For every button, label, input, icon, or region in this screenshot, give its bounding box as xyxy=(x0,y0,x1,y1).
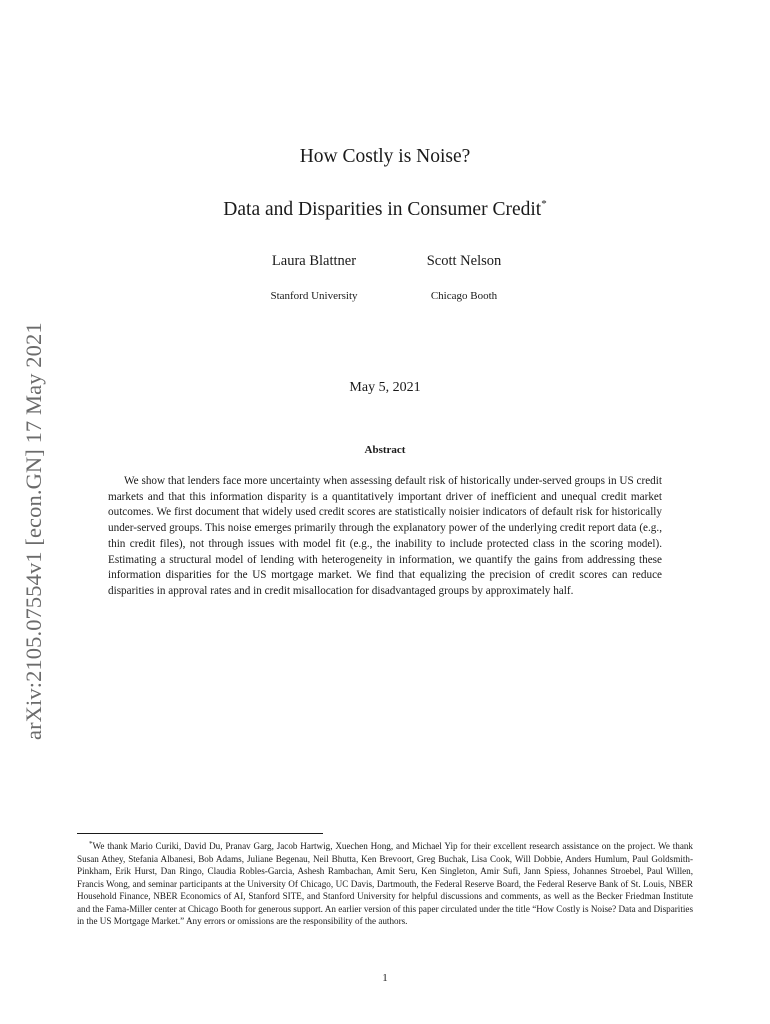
author-name-2: Scott Nelson xyxy=(426,253,502,269)
paper-date: May 5, 2021 xyxy=(349,380,421,395)
abstract-heading: Abstract xyxy=(364,444,406,456)
paper-subtitle-text: Data and Disparities in Consumer Credit xyxy=(223,199,542,220)
author-affiliation-1: Stanford University xyxy=(270,290,358,302)
paper-subtitle xyxy=(0,198,770,221)
abstract-body: We show that lenders face more uncertainty when assessing default risk of historically under-served groups in US credit markets and that this information disparity is a quantitatively important driver of inefficient and unequal credit market outcomes. We first document that widely used credit scores are statistically noisier indicators of default risk for historically under-served groups. This noise emerges primarily through the explanatory power of the underlying credit report data (e.g., thin credit files), not through issues with model fit (e.g., the inability to include protected class in the scoring model). Estimating a structural model of lending with heterogeneity in information, we quantify the gains from addressing these information disparities for the US mortgage market. We find that equalizing the precision of credit scores can reduce disparities in approval rates and in credit misallocation for disadvantaged groups by approximately half. xyxy=(108,475,662,597)
title-footnote-mark[interactable]: * xyxy=(541,198,547,210)
acknowledgement-footnote xyxy=(77,838,693,928)
footnote-mark: * xyxy=(89,840,93,848)
page-number: 1 xyxy=(382,972,388,984)
footnote-text: We thank Mario Curiki, David Du, Pranav Garg, Jacob Hartwig, Xuechen Hong, and Michael Yip for their excellent research assistance on the project. We thank Susan Athey, Stefania Albanesi, Bob Adams, Juliane Begenau, Neil Bhutta, Ken Brevoort, Greg Buchak, Lisa Cook, Will Dobbie, Anders Humlum, Paul Goldsmith-Pinkham, Erik Hurst, Dan Ringo, Claudia Robles-Garcia, Ashesh Rambachan, Amit Seru, Ken Singleton, Amir Sufi, Jann Spiess, Johannes Stroebel, Paul Willen, Francis Wong, and seminar participants at the University Of Chicago, UC Davis, Dartmouth, the Federal Reserve Board, the Federal Reserve Bank of St. Louis, NBER Household Finance, NBER Economics of AI, Stanford SITE, and Stanford University for helpful discussions and comments, as well as the Becker Friedman Institute and the Fama-Miller center at Chicago Booth for generous support. An earlier version of this paper circulated under the title “How Costly is Noise? Data and Disparities in the US Mortgage Market.” Any errors or omissions are the responsibility of the authors. xyxy=(77,841,693,926)
author-name-1: Laura Blattner xyxy=(271,253,357,269)
arxiv-identifier-text: arXiv:2105.07554v1 [econ.GN] 17 May 2021 xyxy=(21,322,46,740)
arxiv-identifier-stamp xyxy=(14,250,54,740)
paper-title: How Costly is Noise? xyxy=(299,146,471,167)
footnote-divider xyxy=(77,833,323,834)
author-affiliation-2: Chicago Booth xyxy=(430,290,498,302)
